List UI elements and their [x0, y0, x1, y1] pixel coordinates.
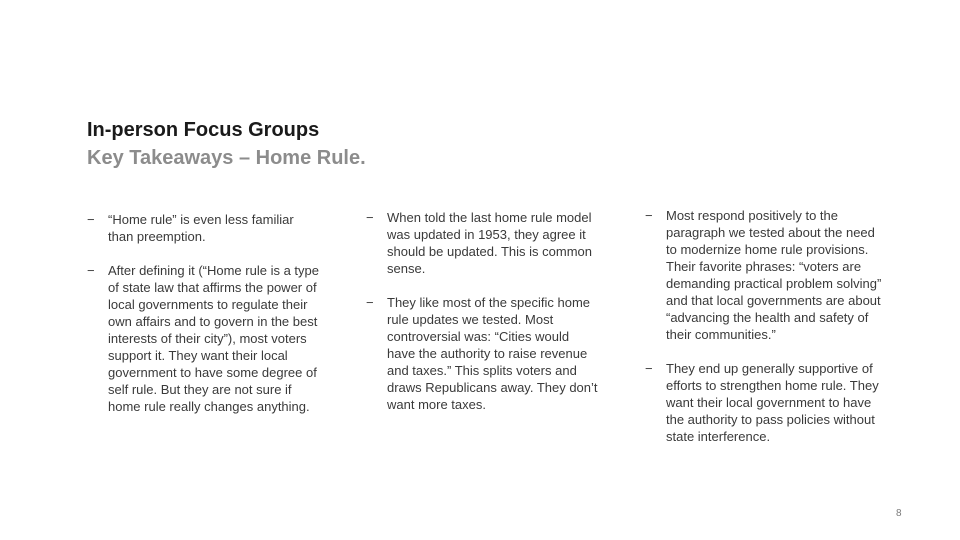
bullet-dash: −	[87, 212, 95, 227]
bullet-item	[645, 360, 885, 445]
bullet-item	[366, 209, 598, 277]
slide-subtitle: Key Takeaways – Home Rule.	[87, 147, 366, 169]
bullet-dash: −	[87, 263, 95, 278]
bullet-text: After defining it (“Home rule is a type of state law that affirms the power of local governments to regulate their own affairs and to govern in the best interests of their city”), most voters support it. They want their local government to have some degree of self rule. But they are not sure if home rule really changes anything.	[108, 263, 319, 414]
takeaways-column-2	[366, 209, 598, 430]
bullet-text: They like most of the specific home rule updates we tested. Most controversial was: “Cities would have the authority to raise revenue and taxes.” This splits voters and draws Republicans away. They don’t want more taxes.	[387, 295, 598, 412]
bullet-text: They end up generally supportive of efforts to strengthen home rule. They want their local government to have the authority to pass policies without state interference.	[666, 361, 879, 444]
bullet-item	[366, 294, 598, 413]
takeaways-column-3	[645, 207, 885, 462]
page-number: 8	[896, 508, 902, 519]
bullet-text: “Home rule” is even less familiar than preemption.	[108, 212, 294, 244]
slide-title-block	[87, 116, 366, 172]
bullet-text: When told the last home rule model was updated in 1953, they agree it should be updated. This is common sense.	[387, 210, 592, 276]
bullet-text: Most respond positively to the paragraph we tested about the need to modernize home rule provisions. Their favorite phrases: “voters are demanding practical problem solving” and that local governments are about “advancing the health and safety of their communities.”	[666, 208, 882, 342]
bullet-dash: −	[366, 295, 374, 310]
bullet-item	[87, 211, 319, 245]
bullet-dash: −	[366, 210, 374, 225]
slide-title: In-person Focus Groups	[87, 119, 320, 141]
takeaways-column-1	[87, 211, 319, 432]
bullet-dash: −	[645, 361, 653, 376]
bullet-item	[87, 262, 319, 415]
bullet-dash: −	[645, 208, 653, 223]
bullet-item	[645, 207, 885, 343]
